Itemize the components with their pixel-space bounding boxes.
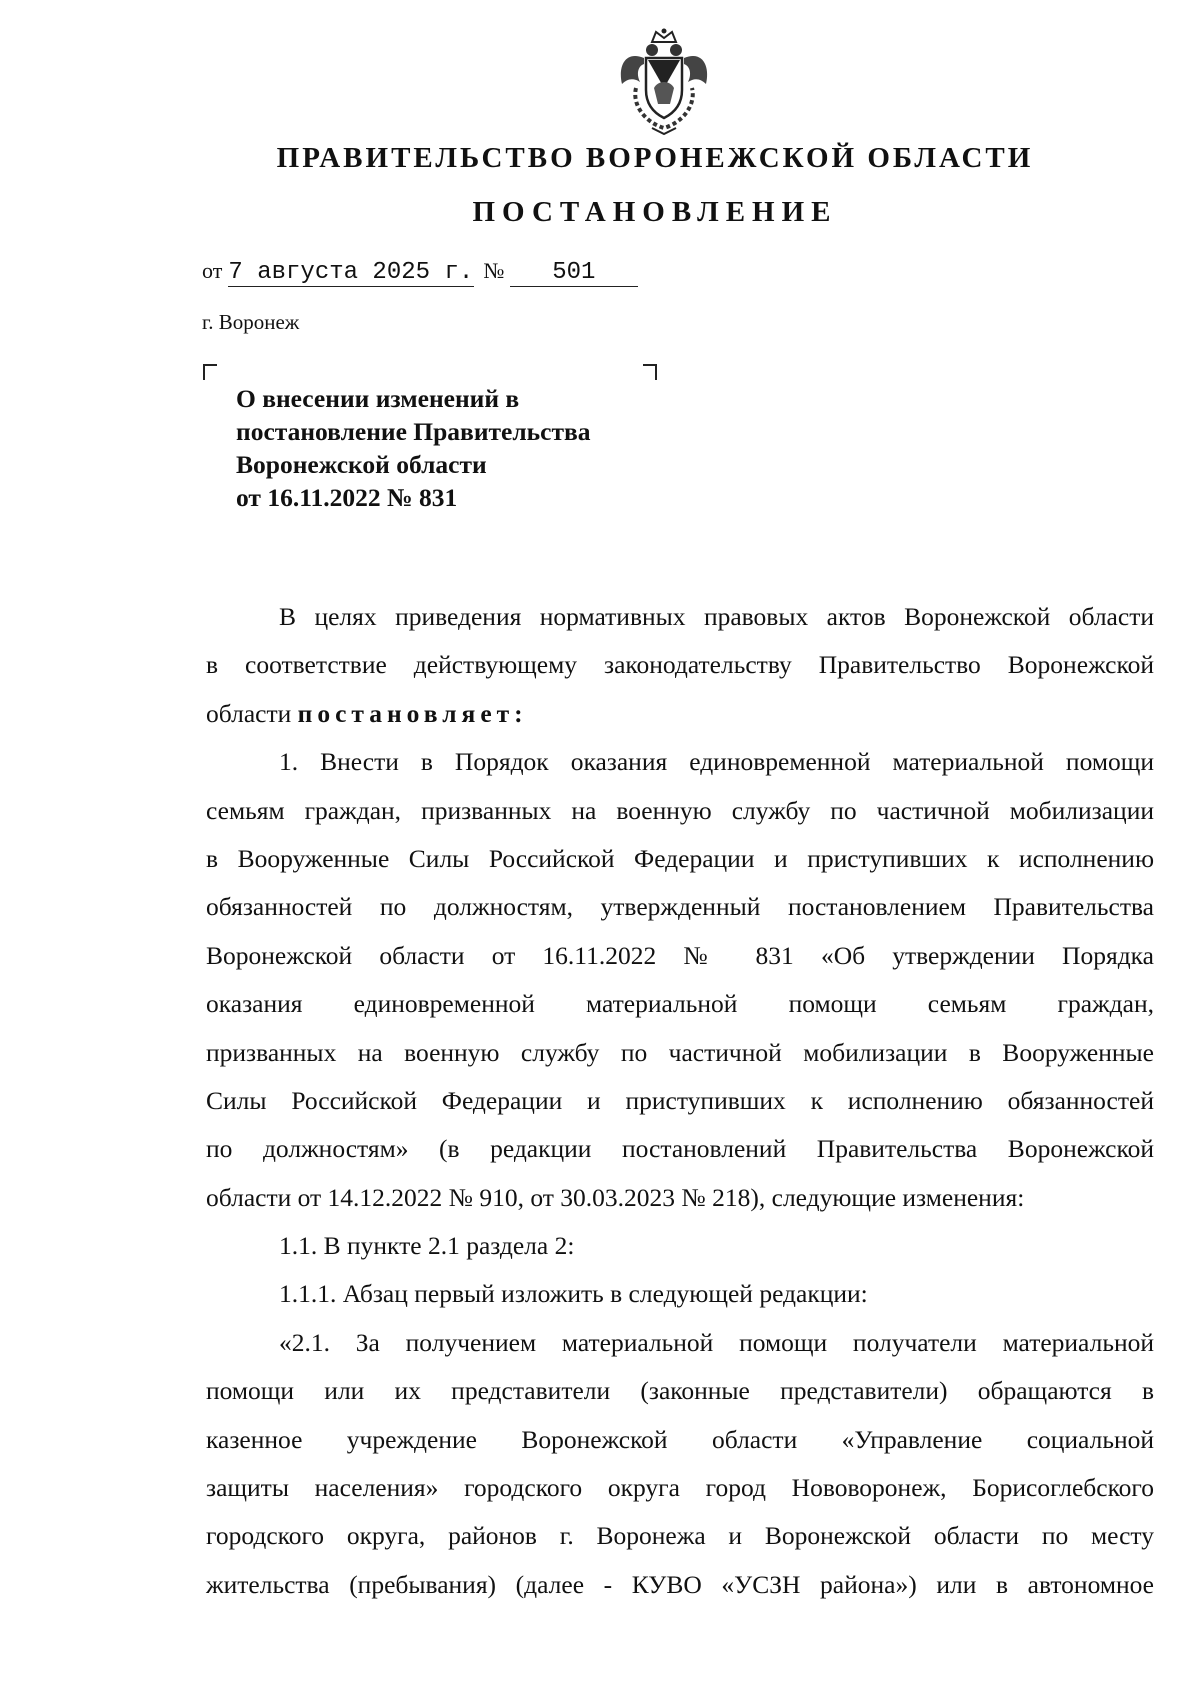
date-number-line — [202, 258, 638, 287]
body-line: Воронежской области от 16.11.2022 № 831 «Об утверждении Порядка — [206, 940, 1154, 970]
document-subject — [236, 382, 676, 514]
subject-line: от 16.11.2022 № 831 — [236, 483, 458, 512]
date-prefix: от — [202, 258, 223, 283]
preamble-end: области — [206, 698, 292, 728]
body-line — [206, 690, 1154, 738]
document-number: 501 — [510, 260, 638, 287]
body-line: жительства (пребывания) (далее - КУВО «УСЗН района») или в автономное — [206, 1569, 1154, 1599]
body-line: призванных на военную службу по частичной мобилизации в Вооруженные — [206, 1037, 1154, 1067]
city: г. Воронеж — [202, 310, 300, 334]
subject-line: постановление Правительства — [236, 417, 591, 446]
body-line: в соответствие действующему законодательству Правительство Воронежской — [206, 650, 1154, 680]
body-line: обязанностей по должностям, утвержденный постановлением Правительства — [206, 892, 1154, 922]
body-line: в Вооруженные Силы Российской Федерации и приступивших к исполнению — [206, 843, 1154, 873]
body-line: «2.1. За получением материальной помощи получатели материальной — [279, 1327, 1154, 1357]
body-line: казенное учреждение Воронежской области «Управление социальной — [206, 1424, 1154, 1454]
number-prefix: № — [483, 258, 505, 283]
body-line: защиты населения» городского округа город Нововоронеж, Борисоглебского — [206, 1473, 1154, 1503]
subject-line: О внесении изменений в — [236, 384, 520, 413]
government-title: ПРАВИТЕЛЬСТВО ВОРОНЕЖСКОЙ ОБЛАСТИ — [276, 142, 1034, 174]
body-line: 1. Внести в Порядок оказания единовременной материальной помощи — [279, 747, 1154, 777]
body-line: В целях приведения нормативных правовых актов Воронежской области — [279, 602, 1154, 631]
body-line: городского округа, районов г. Воронежа и Воронежской области по месту — [206, 1521, 1154, 1551]
subject-corner-left — [203, 364, 217, 380]
document-type: ПОСТАНОВЛЕНИЕ — [472, 196, 838, 228]
body-line: помощи или их представители (законные представители) обращаются в — [206, 1376, 1154, 1406]
body-line: Силы Российской Федерации и приступивших к исполнению обязанностей — [206, 1085, 1154, 1115]
body-line: 1.1. В пункте 2.1 раздела 2: — [279, 1231, 575, 1261]
body-line: 1.1.1. Абзац первый изложить в следующей редакции: — [279, 1279, 868, 1309]
subject-line: Воронежской области — [236, 450, 487, 479]
resolves-word: постановляет: — [297, 698, 528, 728]
body-line: семьям граждан, призванных на военную службу по частичной мобилизации — [206, 795, 1154, 825]
body-line: оказания единовременной материальной помощи семьям граждан, — [206, 989, 1154, 1019]
body-line: области от 14.12.2022 № 910, от 30.03.2023 № 218), следующие изменения: — [206, 1182, 1025, 1212]
document-date: 7 августа 2025 г. — [228, 259, 474, 286]
subject-corner-right — [643, 364, 657, 380]
coat-of-arms-emblem-icon — [614, 28, 714, 136]
body-line: по должностям» (в редакции постановлений Правительства Воронежской — [206, 1134, 1154, 1164]
document-body — [206, 593, 1154, 1609]
